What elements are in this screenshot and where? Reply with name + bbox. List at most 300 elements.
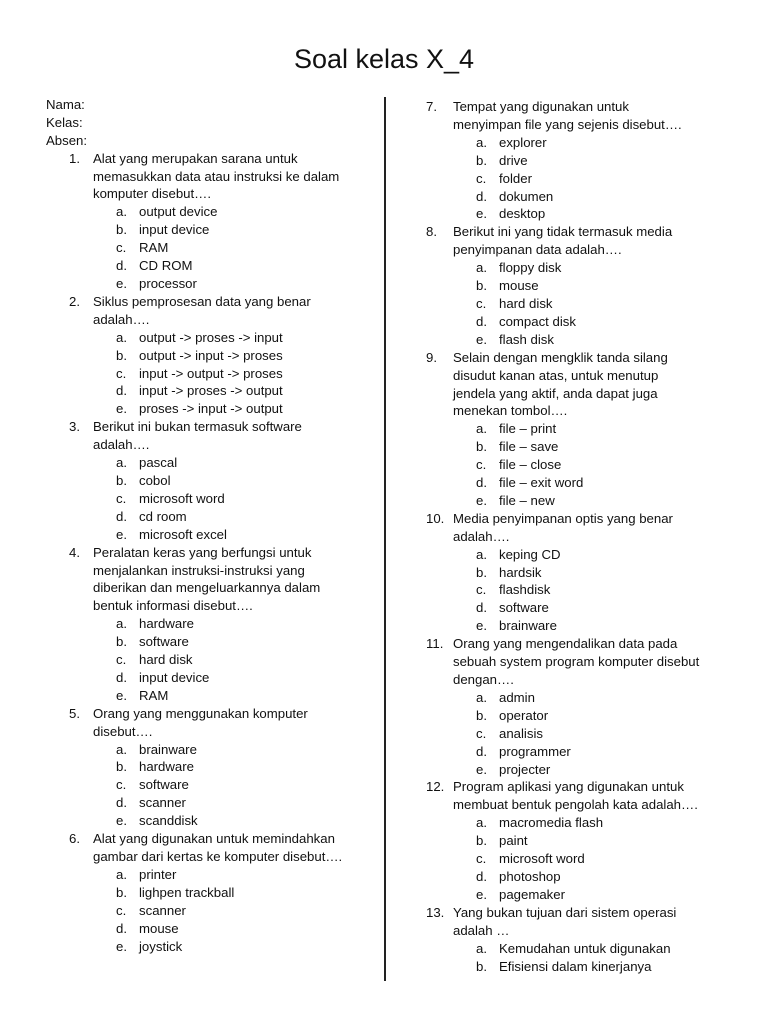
option-text: brainware [139,741,197,757]
option-letter: a. [116,616,127,632]
question-item [46,293,372,418]
option-letter: a. [476,421,487,437]
answer-option [426,743,726,761]
option-letter: d. [116,383,127,399]
option-text: input device [139,669,210,685]
option-letter: b. [116,634,127,650]
answer-option [426,958,726,976]
option-letter: b. [116,472,127,488]
question-number: 13. [426,904,445,920]
answer-option [46,794,372,812]
option-letter: b. [476,564,487,580]
question-item [426,904,726,976]
question-text: jendela yang aktif, anda dapat juga [453,385,658,401]
answer-option [46,938,372,956]
right-column [426,98,726,975]
left-column [46,96,372,955]
question-line [426,349,726,367]
question-line [46,185,372,203]
question-text: Peralatan keras yang berfungsi untuk [93,544,312,560]
question-text: bentuk informasi disebut…. [93,598,253,614]
answer-option [46,257,372,275]
question-number [426,385,453,403]
option-text: file – close [499,457,562,473]
option-text: RAM [139,240,169,256]
option-text: operator [499,707,549,723]
answer-option [46,275,372,293]
question-number: 6. [69,831,80,847]
option-letter: d. [116,669,127,685]
question-line [46,848,372,866]
question-number [69,848,93,866]
question-number: 4. [69,544,80,560]
option-letter: a. [476,260,487,276]
answer-option [46,615,372,633]
question-text: membuat bentuk pengolah kata adalah…. [453,797,698,813]
question-line [426,635,726,653]
question-line [426,223,726,241]
option-letter: c. [116,240,127,256]
question-number [69,723,93,741]
question-text: Siklus pemprosesan data yang benar [93,293,311,309]
option-text: compact disk [499,313,576,329]
answer-option [46,812,372,830]
option-text: keping CD [499,546,561,562]
answer-option [46,866,372,884]
option-text: output -> proses -> input [139,329,283,345]
answer-option [426,295,726,313]
option-text: macromedia flash [499,815,604,831]
option-letter: e. [116,401,127,417]
question-text: memasukkan data atau instruksi ke dalam [93,168,340,184]
option-letter: d. [476,313,487,329]
option-text: hard disk [499,295,553,311]
option-letter: e. [476,492,487,508]
answer-option [426,313,726,331]
answer-option [46,221,372,239]
question-number [426,367,453,385]
question-number: 11. [426,636,444,652]
option-letter: c. [476,457,487,473]
option-letter: d. [476,600,487,616]
question-text: Tempat yang digunakan untuk [453,99,629,114]
option-letter: b. [476,152,487,168]
option-text: CD ROM [139,258,193,274]
question-line [46,830,372,848]
question-text: Alat yang digunakan untuk memindahkan [93,831,335,847]
question-number [426,528,453,546]
answer-option [426,456,726,474]
answer-option [426,134,726,152]
option-text: file – new [499,492,555,508]
answer-option [426,188,726,206]
question-line [426,367,726,385]
question-number [69,597,93,615]
question-text: dengan…. [453,672,514,687]
question-line [426,653,726,671]
answer-option [46,203,372,221]
answer-option [46,920,372,938]
answer-option [46,382,372,400]
answer-option [426,546,726,564]
question-line [426,510,726,528]
question-item [426,778,726,903]
answer-option [426,492,726,510]
option-letter: b. [476,833,487,849]
question-number [426,241,453,259]
option-letter: e. [116,526,127,542]
option-text: admin [499,689,535,705]
question-text: komputer disebut…. [93,186,212,202]
option-text: cobol [139,472,171,488]
option-letter: e. [476,618,487,634]
option-letter: b. [116,759,127,775]
question-text: Berikut ini yang tidak termasuk media [453,224,673,240]
question-number [69,311,93,329]
option-text: input -> output -> proses [139,365,283,381]
answer-option [426,581,726,599]
question-item [46,544,372,705]
option-letter: e. [476,331,487,347]
answer-option [46,508,372,526]
question-line [46,311,372,329]
option-letter: b. [476,439,487,455]
question-text: menyimpan file yang sejenis disebut…. [453,116,682,132]
question-item [426,349,726,510]
option-letter: d. [476,868,487,884]
right-question-list [426,98,726,975]
option-letter: a. [476,546,487,562]
answer-option [426,814,726,832]
option-text: projecter [499,761,551,777]
option-letter: d. [116,795,127,811]
option-text: hardware [139,616,194,632]
option-letter: a. [476,940,487,956]
option-letter: c. [116,652,127,668]
option-letter: c. [476,170,487,186]
answer-option [426,832,726,850]
answer-option [426,564,726,582]
answer-option [46,741,372,759]
name-label: Nama: [46,97,85,112]
question-text: adalah…. [93,437,150,453]
class-label: Kelas: [46,114,83,130]
answer-option [46,239,372,257]
option-text: flashdisk [499,582,551,598]
question-text: adalah…. [93,311,150,327]
question-text: Yang bukan tujuan dari sistem operasi [453,904,677,920]
option-text: file – print [499,421,557,437]
question-number: 10. [426,510,445,526]
question-number: 9. [426,349,437,365]
question-line [426,671,726,689]
option-letter: d. [116,508,127,524]
question-line [46,597,372,615]
option-text: Efisiensi dalam kinerjanya [499,958,652,974]
option-text: file – save [499,439,559,455]
answer-option [426,438,726,456]
option-text: floppy disk [499,260,562,276]
option-letter: a. [116,866,127,882]
question-number [426,402,453,420]
question-number: 12. [426,779,445,795]
option-letter: c. [116,902,127,918]
question-number [69,436,93,454]
question-number [426,922,453,940]
question-text: Program aplikasi yang digunakan untuk [453,779,684,795]
question-text: disebut…. [93,723,153,739]
option-letter: d. [116,920,127,936]
option-letter: c. [116,777,127,793]
question-item [46,150,372,293]
option-letter: c. [476,725,487,741]
question-item [426,635,726,778]
option-text: joystick [139,938,183,954]
answer-option [426,707,726,725]
answer-option [426,205,726,223]
answer-option [46,669,372,687]
option-text: software [139,777,189,793]
answer-option [426,850,726,868]
question-line [46,705,372,723]
option-text: output -> input -> proses [139,347,283,363]
question-number: 1. [69,150,80,166]
question-number: 2. [69,293,80,309]
answer-option [426,940,726,958]
option-text: analisis [499,725,543,741]
question-line [46,150,372,168]
answer-option [46,365,372,383]
option-letter: a. [116,204,127,220]
question-line [426,528,726,546]
option-text: mouse [139,920,179,936]
option-letter: b. [476,278,487,294]
option-letter: e. [116,276,127,292]
answer-option [426,599,726,617]
option-text: pagemaker [499,886,565,902]
question-number [69,579,93,597]
option-text: printer [139,866,177,882]
question-text: Alat yang merupakan sarana untuk [93,150,298,166]
answer-option [46,776,372,794]
question-item [46,830,372,955]
answer-option [46,329,372,347]
question-text: diberikan dan mengeluarkannya dalam [93,580,321,596]
question-number: 8. [426,224,437,240]
answer-option [426,761,726,779]
answer-option [426,868,726,886]
option-letter: d. [476,475,487,491]
question-number: 7. [426,99,437,114]
question-item [46,705,372,830]
answer-option [46,651,372,669]
question-item [426,98,726,223]
option-text: scanner [139,795,186,811]
option-text: microsoft word [139,490,225,506]
question-item [426,510,726,635]
question-text: penyimpanan data adalah…. [453,242,622,258]
question-text: Media penyimpanan optis yang benar [453,510,673,526]
answer-option [46,400,372,418]
answer-option [46,687,372,705]
option-letter: b. [116,222,127,238]
question-line [46,168,372,186]
option-letter: a. [116,455,127,471]
answer-option [426,277,726,295]
option-letter: d. [116,258,127,274]
question-text: Berikut ini bukan termasuk software [93,419,302,435]
option-text: file – exit word [499,475,584,491]
option-text: processor [139,276,197,292]
question-line [46,436,372,454]
question-text: adalah…. [453,528,510,544]
option-text: proses -> input -> output [139,401,283,417]
question-line [46,562,372,580]
answer-option [46,758,372,776]
question-line [46,723,372,741]
page-title: Soal kelas X_4 [293,44,475,74]
option-text: desktop [499,206,546,222]
option-text: drive [499,152,528,168]
option-text: hardsik [499,564,542,580]
question-number: 5. [69,705,80,721]
question-number: 3. [69,419,80,435]
option-text: scanddisk [139,813,198,829]
option-text: flash disk [499,331,554,347]
option-text: software [139,634,189,650]
answer-option [46,633,372,651]
option-letter: c. [116,490,127,506]
question-number [426,116,453,134]
question-item [46,418,372,543]
option-letter: c. [476,851,487,867]
question-text: Selain dengan mengklik tanda silang [453,349,668,365]
question-line [426,402,726,420]
answer-option [426,331,726,349]
answer-option [46,454,372,472]
option-text: input -> proses -> output [139,383,283,399]
option-text: cd room [139,508,187,524]
question-line [426,778,726,796]
option-letter: a. [476,689,487,705]
question-line [426,116,726,134]
option-letter: c. [116,365,127,381]
option-text: mouse [499,278,539,294]
option-letter: a. [476,134,487,150]
answer-option [426,689,726,707]
answer-option [46,526,372,544]
answer-option [46,347,372,365]
question-line [46,579,372,597]
attendance-label: Absen: [46,132,88,148]
option-letter: a. [476,815,487,831]
question-text: Orang yang mengendalikan data pada [453,636,678,652]
answer-option [426,420,726,438]
option-letter: b. [476,958,487,974]
option-text: hardware [139,759,194,775]
question-text: gambar dari kertas ke komputer disebut…. [93,849,343,865]
option-text: brainware [499,618,557,634]
option-letter: d. [476,743,487,759]
answer-option [46,472,372,490]
option-letter: b. [476,707,487,723]
option-letter: c. [476,295,487,311]
option-text: programmer [499,743,571,759]
question-line [426,385,726,403]
option-letter: e. [116,938,127,954]
option-text: microsoft excel [139,526,227,542]
option-text: hard disk [139,652,193,668]
question-line [46,293,372,311]
option-text: folder [499,170,532,186]
option-letter: e. [476,761,487,777]
answer-option [426,474,726,492]
option-letter: e. [116,813,127,829]
option-text: paint [499,833,528,849]
option-text: output device [139,204,218,220]
question-text: adalah … [453,922,510,938]
option-text: photoshop [499,868,561,884]
answer-option [426,152,726,170]
question-text: sebuah system program komputer disebut [453,654,700,670]
question-text: menekan tombol…. [453,403,568,419]
column-divider [384,97,386,981]
option-text: pascal [139,455,178,471]
question-text: menjalankan instruksi-instruksi yang [93,562,305,578]
question-item [426,223,726,348]
option-text: RAM [139,687,169,703]
answer-option [426,886,726,904]
answer-option [426,259,726,277]
option-text: lighpen trackball [139,884,235,900]
answer-option [426,617,726,635]
question-number [69,185,93,203]
question-line [426,98,726,116]
question-number [426,671,453,689]
option-letter: a. [116,329,127,345]
option-text: input device [139,222,210,238]
option-letter: c. [476,582,487,598]
question-line [426,904,726,922]
left-question-list [46,150,372,956]
option-letter: d. [476,188,487,204]
option-text: dokumen [499,188,554,204]
question-line [426,796,726,814]
answer-option [46,490,372,508]
option-text: software [499,600,549,616]
option-text: scanner [139,902,186,918]
option-text: microsoft word [499,851,585,867]
answer-option [46,902,372,920]
option-letter: e. [116,687,127,703]
answer-option [46,884,372,902]
option-letter: b. [116,347,127,363]
option-letter: e. [476,206,487,222]
question-line [426,922,726,940]
option-letter: b. [116,884,127,900]
option-text: explorer [499,134,547,150]
answer-option [426,725,726,743]
question-number [69,562,93,580]
question-number [69,168,93,186]
option-letter: e. [476,886,487,902]
question-text: Orang yang menggunakan komputer [93,705,308,721]
question-number [426,796,453,814]
answer-option [426,170,726,188]
option-text: Kemudahan untuk digunakan [499,940,671,956]
question-text: disudut kanan atas, untuk menutup [453,367,659,383]
question-line [46,544,372,562]
